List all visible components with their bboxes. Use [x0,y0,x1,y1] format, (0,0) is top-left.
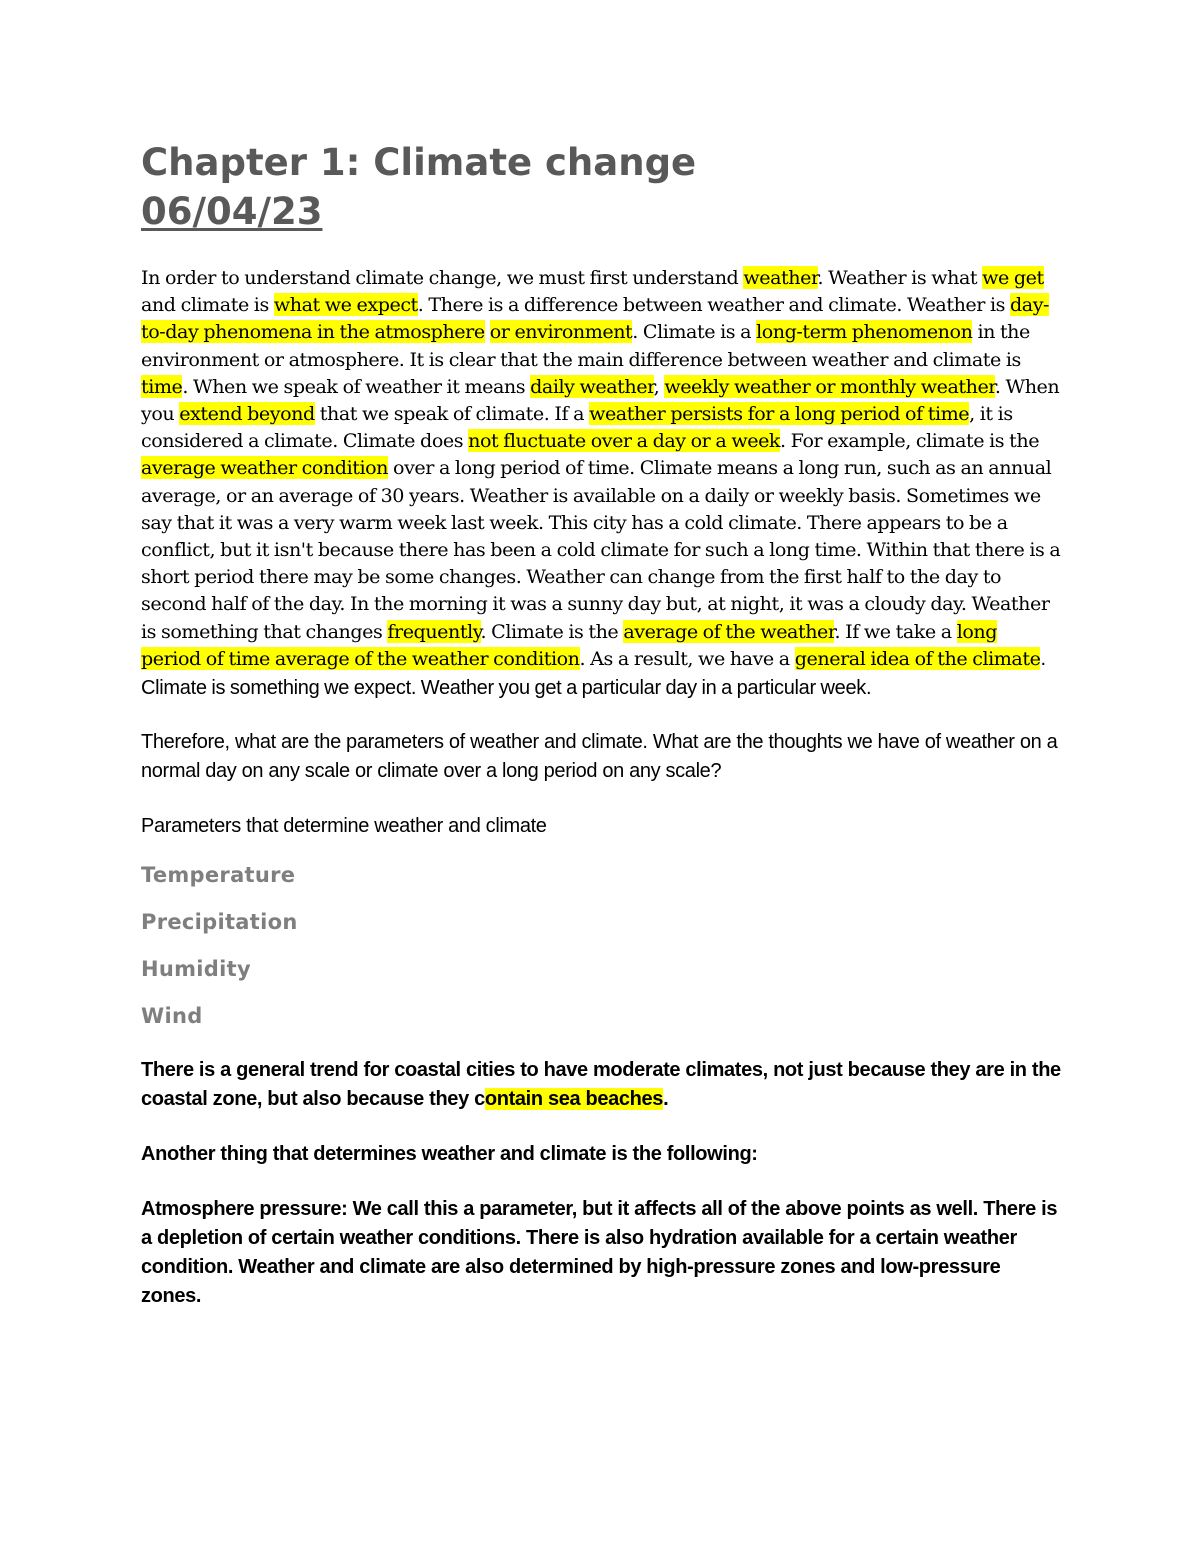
text-run: that we speak of climate. If a [314,402,590,426]
text-run [485,320,490,343]
highlighted-text: not fluctuate over a day or a week [468,429,781,453]
text-run: . When you [141,374,1060,426]
parameters-heading: Parameters that determine weather and climate [141,814,547,837]
text-run: , it is considered a climate. Climate does [141,402,1013,453]
text-run: . [663,1087,669,1110]
highlighted-text: extend beyond [179,402,315,426]
parameters-list [141,861,1061,1030]
text-run: . When we speak of weather it means [182,374,531,398]
parameter-wind: Wind [141,1003,203,1028]
highlighted-text: average of the weather [623,619,835,643]
pressure-paragraph: Atmosphere pressure: We call this a parameter, but it affects all of the above points as well. There is a depletion of certain weather conditions. There is also hydration available for a certain weather condition. Weather and climate are also determined by high-pressure zones and low-pressure zones. [141,1197,1058,1307]
text-run: over a long period of time. Climate means a long run, such as an annual average, or an average of 30 years. Weather is available on a daily or weekly basis. Sometimes we say that it was a very warm week last week. This city has a cold climate. There appears to be a conflict, but it isn't because there has been a cold climate for such a long time. Within that there is a short period there may be some changes. Weather can change from the first half to the day to second half of the day. In the morning it was a sunny day but, at night, it was a cloudy day. Weather is something that changes [141,456,1061,643]
parameter-temperature: Temperature [141,862,296,887]
parameter-humidity: Humidity [141,956,251,981]
text-run: in the environment or atmosphere. It is clear that the main difference between weather and climate is [141,320,1030,371]
text-run: In order to understand climate change, we must first understand [141,266,744,289]
text-run: . Climate is the [480,619,624,643]
question-paragraph: Therefore, what are the parameters of weather and climate. What are the thoughts we have of weather on a normal day on any scale or climate over a long period on any scale? [141,730,1058,782]
highlighted-text: average weather condition [141,456,389,480]
another-thing-line: Another thing that determines weather and climate is the following: [141,1142,758,1165]
chapter-date: 06/04/23 [141,190,323,233]
intro-paragraph [141,264,1061,703]
highlighted-text: long period of time average of the weather condition [141,619,998,670]
highlighted-text: weekly weather or monthly weather [664,374,995,398]
chapter-title-text: Chapter 1: Climate change [141,141,697,184]
text-run: . Climate is a [632,320,757,344]
text-run: , [653,374,665,398]
highlighted-text: long-term phenomenon [756,320,973,344]
text-run: . Climate is something we expect. Weather you get a particular day in a particular week. [141,647,1046,699]
highlighted-text: day-to-day phenomena in the atmosphere [141,293,1050,344]
document-page [141,138,1061,1311]
highlighted-text: time [141,374,183,398]
highlighted-text: or environment [489,320,633,344]
highlighted-text: frequently [387,619,481,643]
text-run: . For example, climate is the [780,429,1040,453]
highlighted-text: weather [743,266,818,289]
parameter-precipitation: Precipitation [141,909,298,934]
highlighted-text: ontain sea beaches [484,1087,664,1110]
text-run: There is a general trend for coastal cities to have moderate climates, not just because they are in the coastal zone, but also because they c [141,1058,1061,1110]
highlighted-text: general idea of the climate [794,646,1041,670]
text-run: . There is a difference between weather and climate. Weather is [417,293,1010,317]
highlighted-text: weather persists for a long period of time [589,402,970,426]
chapter-title [141,138,1061,236]
coastal-paragraph [141,1056,1061,1114]
text-run: and climate is [141,293,274,317]
text-run: . Weather is what [817,266,983,289]
highlighted-text: what we expect [273,293,418,317]
highlighted-text: daily weather [530,374,654,398]
text-run: . As a result, we have a [579,646,795,670]
text-run: . If we take a [834,619,957,643]
highlighted-text: we get [982,266,1044,289]
